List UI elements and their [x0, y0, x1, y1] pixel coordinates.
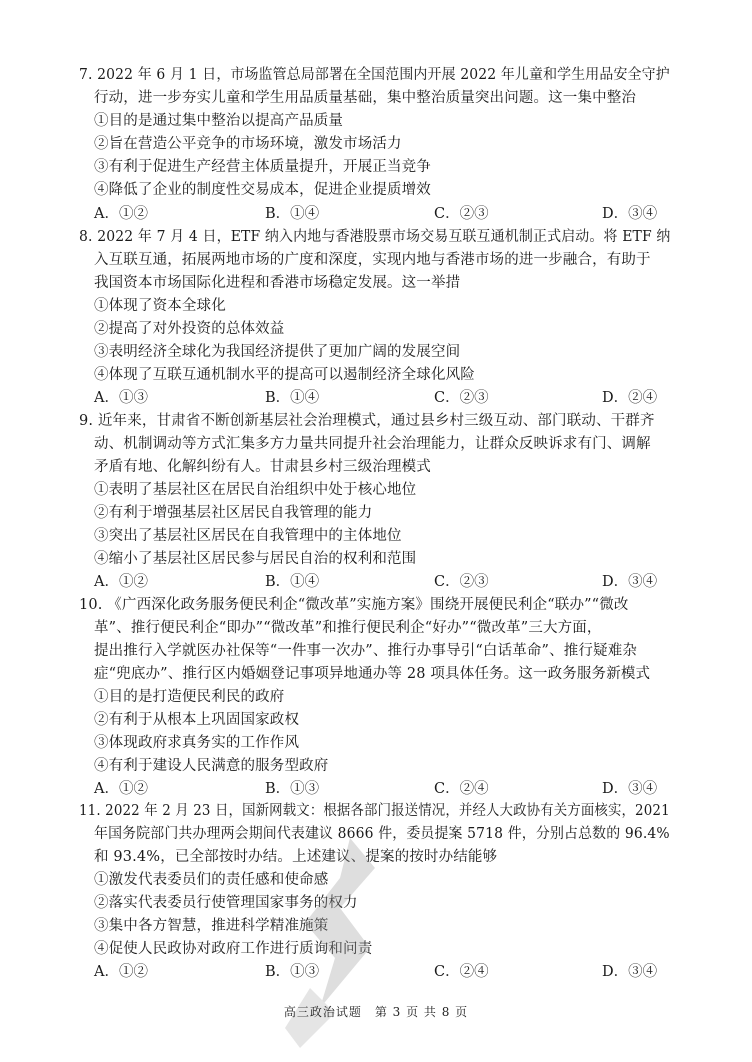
question-11-statement-1: ①激发代表委员们的责任感和使命感: [94, 872, 329, 888]
page-footer: 高三政治试题 第 3 页 共 8 页: [283, 1005, 469, 1019]
question-8-stem: 8. 2022 年 7 月 4 日，ETF 纳入内地与香港股票市场交易互联互通机制正式启动。将 ETF 纳: [79, 229, 671, 245]
question-9-statement-4: ④缩小了基层社区居民参与居民自治的权利和范围: [94, 551, 417, 567]
question-9-statement-2: ②有利于增强基层社区居民自我管理的能力: [94, 505, 373, 521]
question-10-option-d: D．③④: [602, 781, 658, 797]
question-10-statement-4: ④有利于建设人民满意的服务型政府: [94, 758, 329, 774]
question-10-stem-cont-2: 提出推行入学就医办社保等“一件事一次办”、推行办事导引“白话革命”、推行疑难杂: [94, 643, 637, 659]
question-11-stem: 11. 2022 年 2 月 23 日，国新网载文：根据各部门报送情况，并经人大政协有关方面核实，2021: [79, 803, 670, 819]
question-7-statement-3: ③有利于促进生产经营主体质量提升，开展正当竞争: [94, 159, 431, 175]
question-7-option-b: B．①④: [265, 206, 320, 222]
question-7-stem-cont: 行动，进一步夯实儿童和学生用品质量基础，集中整治质量突出问题。这一集中整治: [94, 90, 637, 106]
question-9-stem-cont: 动、机制调动等方式汇集多方力量共同提升社会治理能力，让群众反映诉求有门、调解: [94, 436, 651, 452]
question-8-statement-3: ③表明经济全球化为我国经济提供了更加广阔的发展空间: [94, 344, 461, 360]
question-9-option-d: D．③④: [602, 574, 658, 590]
question-8-stem-cont-2: 我国资本市场国际化进程和香港市场稳定发展。这一举措: [94, 275, 461, 291]
question-10-option-c: C．②④: [434, 781, 489, 797]
question-11-stem-cont: 年国务院部门共办理两会期间代表建议 8666 件，委员提案 5718 件，分别占总数的 96.4%: [94, 826, 670, 842]
question-8-option-a: A．①③: [94, 390, 148, 406]
question-8-option-d: D．②④: [602, 390, 658, 406]
question-7-statement-2: ②旨在营造公平竞争的市场环境，激发市场活力: [94, 136, 402, 152]
question-9-statement-1: ①表明了基层社区在居民自治组织中处于核心地位: [94, 482, 417, 498]
question-11-stem-cont-2: 和 93.4%，已全部按时办结。上述建议、提案的按时办结能够: [94, 849, 498, 865]
question-11-statement-3: ③集中各方智慧，推进科学精准施策: [94, 918, 329, 934]
question-9-option-c: C．②③: [434, 574, 489, 590]
question-11-option-d: D．③④: [602, 964, 658, 980]
question-11-option-a: A．①②: [94, 964, 148, 980]
question-10-stem-cont-3: 症“兜底办”、推行区内婚姻登记事项异地通办等 28 项具体任务。这一政务服务新模式: [94, 666, 651, 682]
question-11-statement-4: ④促使人民政协对政府工作进行质询和问责: [94, 941, 373, 957]
question-9-option-b: B．①④: [265, 574, 320, 590]
question-8-statement-1: ①体现了资本全球化: [94, 298, 226, 314]
question-10-statement-1: ①目的是打造便民利民的政府: [94, 689, 285, 705]
question-11-option-b: B．①③: [265, 964, 320, 980]
question-10-option-b: B．①③: [265, 781, 320, 797]
question-10-statement-2: ②有利于从根本上巩固国家政权: [94, 712, 300, 728]
question-7-statement-4: ④降低了企业的制度性交易成本，促进企业提质增效: [94, 182, 431, 198]
question-10-stem-cont: 革”、推行便民利企“即办”“微改革”和推行便民利企“好办”“微改革”三大方面，: [94, 620, 602, 636]
question-11-option-c: C．②④: [434, 964, 489, 980]
question-9-stem-cont-2: 矛盾有地、化解纠纷有人。甘肃县乡村三级治理模式: [94, 459, 431, 475]
question-9-statement-3: ③突出了基层社区居民在自我管理中的主体地位: [94, 528, 402, 544]
question-9-option-a: A．①②: [94, 574, 148, 590]
question-10-statement-3: ③体现政府求真务实的工作作风: [94, 735, 300, 751]
question-7-statement-1: ①目的是通过集中整治以提高产品质量: [94, 113, 344, 129]
question-8-option-c: C．②③: [434, 390, 489, 406]
question-8-option-b: B．①④: [265, 390, 320, 406]
question-8-stem-cont: 入互联互通，拓展两地市场的广度和深度，实现内地与香港市场的进一步融合，有助于: [94, 252, 651, 268]
question-9-stem: 9. 近年来，甘肃省不断创新基层社会治理模式，通过县乡村三级互动、部门联动、干群齐: [79, 413, 655, 429]
question-11-statement-2: ②落实代表委员行使管理国家事务的权力: [94, 895, 358, 911]
question-8-statement-4: ④体现了互联互通机制水平的提高可以遏制经济全球化风险: [94, 367, 475, 383]
question-10-stem: 10. 《广西深化政务服务便民利企“微改革”实施方案》围绕开展便民利企“联办”“微改: [79, 597, 629, 613]
question-7-stem: 7. 2022 年 6 月 1 日，市场监管总局部署在全国范围内开展 2022 年儿童和学生用品安全守护: [79, 67, 670, 83]
question-10-option-a: A．①②: [94, 781, 148, 797]
question-7-option-a: A．①②: [94, 206, 148, 222]
question-7-option-c: C．②③: [434, 206, 489, 222]
question-8-statement-2: ②提高了对外投资的总体效益: [94, 321, 285, 337]
question-7-option-d: D．③④: [602, 206, 658, 222]
